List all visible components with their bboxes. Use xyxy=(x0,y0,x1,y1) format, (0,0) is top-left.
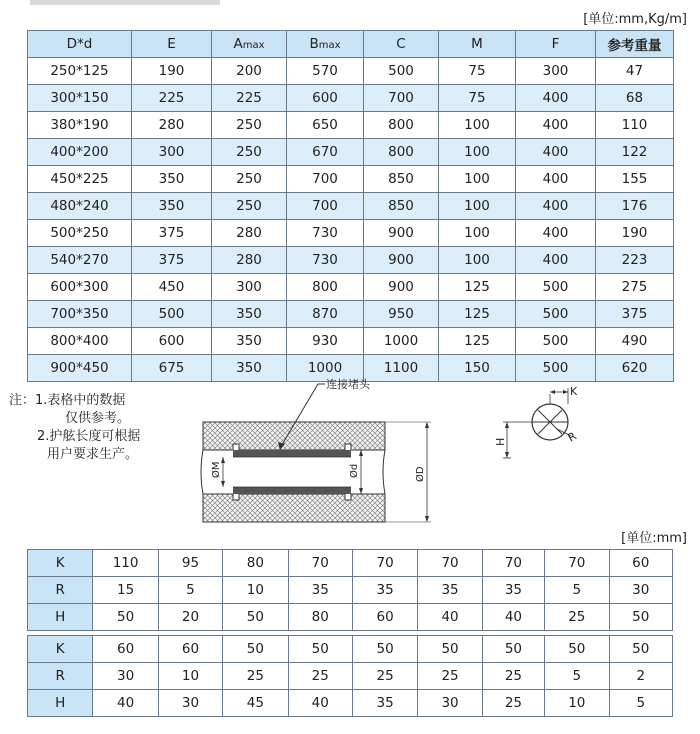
header-cell: F xyxy=(516,31,596,58)
table-cell: 280 xyxy=(212,220,287,247)
table-cell: 25 xyxy=(482,690,544,717)
row-label-cell: K xyxy=(28,636,93,663)
table-cell: 490 xyxy=(596,328,674,355)
table-cell: 50 xyxy=(223,636,288,663)
table-cell: 25 xyxy=(482,663,544,690)
table-cell: 30 xyxy=(158,690,222,717)
table-cell: 50 xyxy=(545,636,609,663)
table-cell: 380*190 xyxy=(28,112,132,139)
table-cell: 50 xyxy=(609,604,673,631)
dim-label-D: ØD xyxy=(415,466,426,482)
table-cell: 350 xyxy=(212,328,287,355)
table-cell: 400 xyxy=(516,112,596,139)
table-cell: 125 xyxy=(439,328,516,355)
table-row xyxy=(28,550,673,577)
note-line: 用户要求生产。 xyxy=(47,447,139,462)
table-cell: 350 xyxy=(132,193,212,220)
table-cell: 25 xyxy=(352,663,417,690)
table-cell: 375 xyxy=(132,247,212,274)
header-cell: C xyxy=(364,31,439,58)
table-cell: 400 xyxy=(516,85,596,112)
row-label-cell: H xyxy=(28,604,93,631)
table-cell: 200 xyxy=(212,58,287,85)
row-label-cell: R xyxy=(28,663,93,690)
table-cell: 60 xyxy=(352,604,417,631)
top-decor-bar xyxy=(30,0,220,5)
table-cell: 60 xyxy=(609,550,673,577)
table-cell: 30 xyxy=(93,663,158,690)
table-cell: 50 xyxy=(288,636,352,663)
table-cell: 100 xyxy=(439,139,516,166)
table-cell: 35 xyxy=(418,577,482,604)
table-cell: 20 xyxy=(158,604,222,631)
table-row xyxy=(28,85,674,112)
table-cell: 400 xyxy=(516,247,596,274)
table-cell: 730 xyxy=(287,247,364,274)
table-cell: 25 xyxy=(418,663,482,690)
table-row xyxy=(28,301,674,328)
table-cell: 350 xyxy=(132,166,212,193)
table-row xyxy=(28,274,674,301)
table-cell: 25 xyxy=(223,663,288,690)
header-text: B xyxy=(309,36,319,52)
header-cell: E xyxy=(132,31,212,58)
dim-label-K: K xyxy=(570,385,578,398)
table-cell: 70 xyxy=(545,550,609,577)
table-cell: 400 xyxy=(516,220,596,247)
table-cell: 225 xyxy=(212,85,287,112)
table-cell: 500 xyxy=(516,301,596,328)
table-cell: 15 xyxy=(93,577,158,604)
table-row xyxy=(28,112,674,139)
table-cell: 155 xyxy=(596,166,674,193)
table-cell: 5 xyxy=(158,577,222,604)
header-cell xyxy=(287,31,364,58)
table-cell: 25 xyxy=(288,663,352,690)
dim-label-R: R xyxy=(565,429,579,445)
table-cell: 150 xyxy=(439,355,516,382)
table-cell: 40 xyxy=(482,604,544,631)
table-cell: 110 xyxy=(93,550,158,577)
table-row xyxy=(28,690,673,717)
table-cell: 400 xyxy=(516,166,596,193)
table-cell: 400 xyxy=(516,193,596,220)
table-cell: 190 xyxy=(132,58,212,85)
table-cell: 670 xyxy=(287,139,364,166)
table-cell: 800 xyxy=(364,139,439,166)
row-label-cell: R xyxy=(28,577,93,604)
header-cell: 参考重量 xyxy=(596,31,674,58)
table-cell: 5 xyxy=(545,663,609,690)
table-cell: 275 xyxy=(596,274,674,301)
table-cell: 25 xyxy=(545,604,609,631)
table-cell: 100 xyxy=(439,112,516,139)
table-cell: 80 xyxy=(223,550,288,577)
table-cell: 600*300 xyxy=(28,274,132,301)
table-cell: 540*270 xyxy=(28,247,132,274)
table-cell: 100 xyxy=(439,193,516,220)
table-cell: 70 xyxy=(288,550,352,577)
table-cell: 375 xyxy=(596,301,674,328)
note-line: 注：1.表格中的数据 xyxy=(9,393,126,408)
table-cell: 40 xyxy=(288,690,352,717)
table-cell: 900 xyxy=(364,274,439,301)
table-cell: 350 xyxy=(212,301,287,328)
table-cell: 300 xyxy=(132,139,212,166)
table-row xyxy=(28,193,674,220)
table-cell: 250 xyxy=(212,139,287,166)
table-cell: 50 xyxy=(482,636,544,663)
table-cell: 100 xyxy=(439,247,516,274)
table-cell: 125 xyxy=(439,301,516,328)
table-cell: 50 xyxy=(223,604,288,631)
table-cell: 450 xyxy=(132,274,212,301)
table-row xyxy=(28,636,673,663)
table-cell: 300*150 xyxy=(28,85,132,112)
dimension-table xyxy=(27,30,674,382)
table-cell: 900 xyxy=(364,247,439,274)
fender-section-diagram xyxy=(185,378,445,528)
table-cell: 68 xyxy=(596,85,674,112)
table-cell: 5 xyxy=(609,690,673,717)
table-cell: 500 xyxy=(132,301,212,328)
table-row xyxy=(28,577,673,604)
table-cell: 500 xyxy=(516,328,596,355)
table-cell: 50 xyxy=(93,604,158,631)
table-row xyxy=(28,663,673,690)
table-cell: 60 xyxy=(158,636,222,663)
table-cell: 70 xyxy=(418,550,482,577)
table-cell: 500*250 xyxy=(28,220,132,247)
table-cell: 700 xyxy=(287,193,364,220)
table-cell: 35 xyxy=(482,577,544,604)
table-cell: 620 xyxy=(596,355,674,382)
unit-label-bottom: [单位:mm] xyxy=(621,531,687,546)
table-row xyxy=(28,139,674,166)
table-cell: 75 xyxy=(439,58,516,85)
note-line: 仅供参考。 xyxy=(65,411,131,426)
table-cell: 300 xyxy=(516,58,596,85)
table-cell: 100 xyxy=(439,220,516,247)
table-cell: 930 xyxy=(287,328,364,355)
row-label-cell: K xyxy=(28,550,93,577)
table-cell: 176 xyxy=(596,193,674,220)
table-cell: 190 xyxy=(596,220,674,247)
table-cell: 570 xyxy=(287,58,364,85)
table-cell: 50 xyxy=(352,636,417,663)
table-cell: 500 xyxy=(516,355,596,382)
table-cell: 350 xyxy=(212,355,287,382)
table-cell: 900 xyxy=(364,220,439,247)
table-cell: 122 xyxy=(596,139,674,166)
table-cell: 900*450 xyxy=(28,355,132,382)
table-cell: 870 xyxy=(287,301,364,328)
table-cell: 700*350 xyxy=(28,301,132,328)
table-row xyxy=(28,247,674,274)
table-cell: 80 xyxy=(288,604,352,631)
callout-label: 连接堵头 xyxy=(326,378,370,391)
table-cell: 5 xyxy=(545,577,609,604)
table-cell: 675 xyxy=(132,355,212,382)
table-cell: 75 xyxy=(439,85,516,112)
table-cell: 10 xyxy=(545,690,609,717)
table-cell: 30 xyxy=(609,577,673,604)
table-cell: 60 xyxy=(93,636,158,663)
table-row xyxy=(28,604,673,631)
table-row xyxy=(28,166,674,193)
table-cell: 650 xyxy=(287,112,364,139)
table-cell: 50 xyxy=(609,636,673,663)
table-cell: 70 xyxy=(352,550,417,577)
table-row xyxy=(28,58,674,85)
table-cell: 47 xyxy=(596,58,674,85)
table-cell: 280 xyxy=(132,112,212,139)
table-cell: 800 xyxy=(364,112,439,139)
table-cell: 1000 xyxy=(364,328,439,355)
table-cell: 10 xyxy=(158,663,222,690)
table-cell: 125 xyxy=(439,274,516,301)
table-header-row xyxy=(28,31,674,58)
table-cell: 250 xyxy=(212,193,287,220)
table-cell: 40 xyxy=(418,604,482,631)
table-cell: 35 xyxy=(288,577,352,604)
table-cell: 250 xyxy=(212,112,287,139)
table-cell: 250*125 xyxy=(28,58,132,85)
table-cell: 1100 xyxy=(364,355,439,382)
table-cell: 375 xyxy=(132,220,212,247)
header-cell xyxy=(212,31,287,58)
header-cell: D*d xyxy=(28,31,132,58)
table-cell: 850 xyxy=(364,166,439,193)
table-cell: 480*240 xyxy=(28,193,132,220)
table-cell: 95 xyxy=(158,550,222,577)
dim-label-d: Ød xyxy=(349,463,360,478)
table-cell: 600 xyxy=(287,85,364,112)
table-row xyxy=(28,328,674,355)
header-subscript: max xyxy=(242,40,265,51)
table-cell: 250 xyxy=(212,166,287,193)
table-cell: 300 xyxy=(212,274,287,301)
note-line: 2.护舷长度可根据 xyxy=(37,429,141,444)
table-cell: 700 xyxy=(287,166,364,193)
table-cell: 40 xyxy=(93,690,158,717)
table-cell: 2 xyxy=(609,663,673,690)
table-cell: 400 xyxy=(516,139,596,166)
table-cell: 100 xyxy=(439,166,516,193)
table-cell: 600 xyxy=(132,328,212,355)
table-cell: 225 xyxy=(132,85,212,112)
table-row xyxy=(28,220,674,247)
row-label-cell: H xyxy=(28,690,93,717)
table-cell: 1000 xyxy=(287,355,364,382)
krh-table xyxy=(27,549,673,717)
table-cell: 50 xyxy=(418,636,482,663)
table-cell: 500 xyxy=(516,274,596,301)
table-cell: 35 xyxy=(352,690,417,717)
table-cell: 400*200 xyxy=(28,139,132,166)
table-cell: 223 xyxy=(596,247,674,274)
table-cell: 500 xyxy=(364,58,439,85)
header-subscript: max xyxy=(318,40,341,51)
table-cell: 700 xyxy=(364,85,439,112)
table-cell: 450*225 xyxy=(28,166,132,193)
table-cell: 30 xyxy=(418,690,482,717)
unit-label-top: [单位:mm,Kg/m] xyxy=(583,12,687,27)
dim-label-M: ØM xyxy=(211,461,222,478)
profile-detail-diagram xyxy=(493,380,593,465)
table-cell: 800*400 xyxy=(28,328,132,355)
header-text: A xyxy=(233,36,243,52)
table-cell: 45 xyxy=(223,690,288,717)
notes-block xyxy=(9,392,140,464)
header-cell: M xyxy=(439,31,516,58)
table-cell: 280 xyxy=(212,247,287,274)
table-cell: 950 xyxy=(364,301,439,328)
table-cell: 110 xyxy=(596,112,674,139)
table-cell: 10 xyxy=(223,577,288,604)
table-cell: 800 xyxy=(287,274,364,301)
table-cell: 35 xyxy=(352,577,417,604)
dim-label-H: H xyxy=(494,437,507,446)
table-cell: 730 xyxy=(287,220,364,247)
table-cell: 850 xyxy=(364,193,439,220)
table-cell: 70 xyxy=(482,550,544,577)
